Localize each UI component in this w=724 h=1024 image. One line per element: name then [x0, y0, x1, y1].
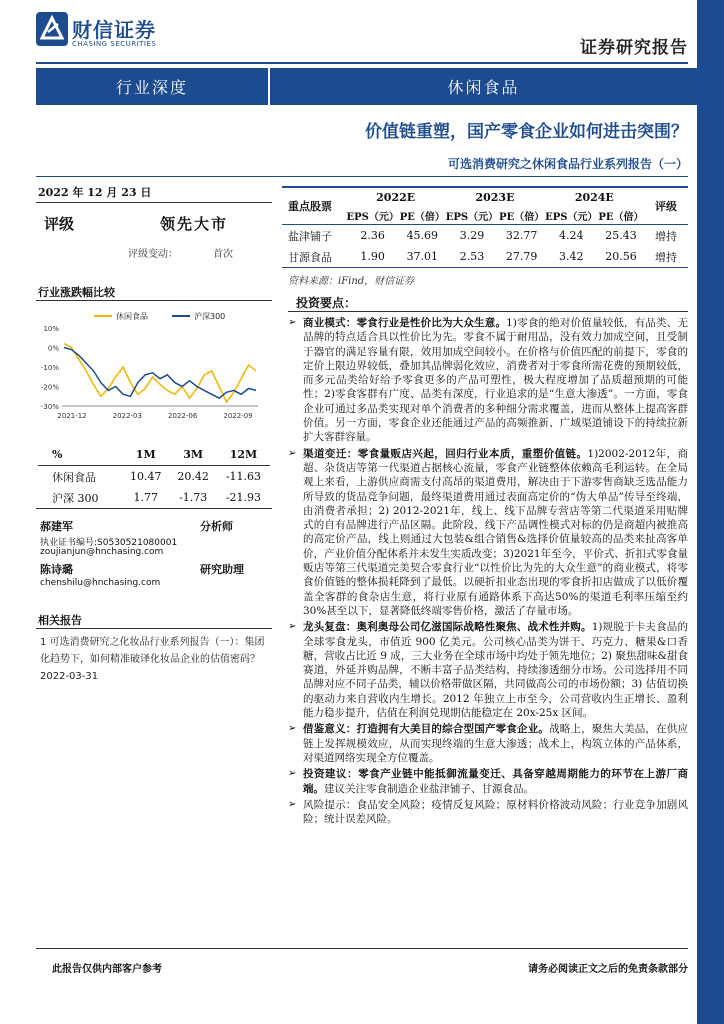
estimates-source: 资料来源：iFind，财信证券 [288, 276, 415, 287]
related-rule [36, 628, 272, 629]
analyst-1-cert: 执业证书编号:S0530521080001 [40, 538, 178, 548]
report-title: 价值链重塑，国产零食企业如何进击突围？ [365, 122, 688, 142]
perf-row-12m: -11.63 [225, 470, 262, 483]
est-pe: 37.01 [406, 250, 439, 263]
est-bottom-rule [282, 267, 688, 268]
report-date: 2022 年 12 月 23 日 [38, 186, 152, 199]
highlight-reference [288, 722, 688, 765]
legend-label: 沪深300 [194, 312, 226, 321]
est-pe: 27.79 [505, 250, 538, 263]
analyst-1-email[interactable]: zoujianjun@hnchasing.com [40, 547, 164, 557]
highlight-channel-change [288, 447, 688, 619]
highlight-body: 风险提示：食品安全风险；疫情反复风险；原材料价格波动风险；行业竞争加剧风险；统计误差风险。 [303, 798, 688, 826]
highlight-body: 1)2002-2012年，商超、杂货店等第一代渠道占据核心流量，零食产业链整体依赖高毛利运转。在全局观上来看，上游供应商需支付高昂的渠道费用，解决由于下游零售商缺乏选品能力所导致的货品竞争问题，最终渠道费用通过表面高定价的“伪大单品”传导至终端，由消费者承担；2) 2012-2021年，线上、线下品牌专营店等第二代渠道采用贴牌式的自有品牌进行产品区隔。此阶段，线下产品调性模式对标的仍是商超内被推高的高定价产品，线上则通过大包装&组合销售&选择价值量较高的品类来扯高客单价，产业价值分配体系并未发生实质改变；3)2021年至今，平价式、折扣式零食量贩店等第三代渠道完美契合零食行业“以性价比为先的大众生意”的商业模式，将零食价值链的整体损耗降到了最低。以硬折扣业态出现的零食折扣店做成了以低价覆盖全客群的食杂店生意，将行业原有通路体系下高达50%的渠道毛利率压缩至约30%甚至以下，显著降低终端零售价格，激活了存量市场。 [303, 447, 688, 617]
highlight-lead: 渠道变迁：零食量贩店兴起，回归行业本质，重塑价值链。 [303, 447, 588, 460]
header-rule [36, 62, 688, 64]
analyst-2-name: 陈诗璐 [40, 563, 73, 576]
rating-value: 领先大市 [160, 215, 229, 233]
highlight-body: 战略上，聚焦大美品，在供应链上发挥规模效应，从而实现终端的生意大渗透；战术上，构筑立体的产品体系，对渠道网络实现全方位覆盖。 [303, 723, 689, 764]
est-header-eps-3: EPS（元） [545, 211, 598, 223]
legend-label: 休闲食品 [116, 312, 148, 321]
perf-row-3m: 20.42 [177, 470, 209, 483]
chart-title-rule [36, 300, 272, 301]
highlight-leader-review [288, 620, 688, 720]
analyst-2-role: 研究助理 [200, 563, 244, 576]
investment-highlights [288, 316, 688, 828]
est-eps: 3.42 [559, 250, 584, 263]
y-tick-label: -10% [40, 364, 59, 372]
related-reports-head: 相关报告 [38, 614, 82, 627]
investment-highlights-head: 投资要点： [296, 296, 357, 310]
table-row [38, 487, 270, 508]
footer-rule [36, 948, 688, 949]
perf-row-1m: 10.47 [129, 470, 162, 483]
table-row [282, 246, 688, 267]
highlight-lead: 商业模式：零食行业是性价比为大众生意。 [303, 317, 507, 329]
y-tick-label: -20% [40, 383, 59, 392]
estimates-table [282, 188, 688, 267]
perf-row-1m: 1.77 [133, 491, 158, 504]
highlight-lead: 投资建议：零食产业链中能抵御流量变迁、具备穿越周期能力的环节在上游厂商端。 [303, 768, 688, 795]
company-logo-icon [36, 12, 68, 46]
highlight-lead: 龙头复盘：奥利奥母公司亿滋国际战略性聚焦、战术性并购。 [303, 621, 592, 634]
analyst-1-role: 分析师 [200, 520, 233, 533]
company-name: 财信证券 [72, 18, 156, 42]
footer-disclaimer-left: 此报告仅供内部客户参考 [52, 964, 162, 975]
est-header-stock: 重点股票 [288, 200, 332, 213]
est-header-pe-2: PE（倍） [499, 211, 545, 223]
est-eps: 2.53 [459, 250, 485, 263]
company-en-name: CHASING SECURITIES [72, 40, 157, 48]
rating-change-label: 评级变动： [128, 249, 178, 260]
industry-name: 休闲食品 [270, 68, 697, 105]
x-tick-label: 2022-03 [112, 412, 142, 420]
perf-row-name: 休闲食品 [52, 470, 96, 484]
est-stock-name: 甘源食品 [288, 250, 332, 264]
x-tick-label: 2021-12 [57, 412, 87, 420]
perf-header-1m: 1M [122, 444, 169, 466]
highlight-investment-advice [288, 767, 688, 796]
y-tick-label: 0% [47, 344, 59, 353]
est-pe: 20.56 [605, 250, 637, 263]
report-category: 行业深度 [36, 68, 268, 105]
est-eps: 1.90 [360, 250, 385, 263]
est-eps: 2.36 [360, 229, 385, 242]
industry-performance-chart [36, 306, 272, 426]
est-header-pe-3: PE（倍） [598, 211, 644, 223]
perf-header-3m: 3M [169, 444, 216, 466]
y-tick-label: -30% [40, 403, 59, 411]
highlight-body: 1)规脱于卡夫食品的全球零食龙头，市值近 900 亿美元。公司核心品类为饼干、巧克力、糖果&口香糖，营收占比近 9 成，三大业务在全球市场中均处于领先地位；2) 聚焦甜味&甜食赛道，外延并购品牌，不断丰富子品类结构，持续渗透细分市场。公司选择用不同品牌对应不同子品类，辅以价格带做区隔，共同做高公司的市场份额；3) 估值切换的驱动力来自营收内生增长。2012 年独立上市至今，公司营收内生正增长、盈利能力稳步提升，估值在利润兑现期估能稳定在 20x-25x 区间。 [303, 621, 688, 720]
x-tick-label: 2022-09 [223, 412, 253, 420]
highlight-risk-warning [288, 798, 688, 827]
est-header-rating: 评级 [655, 200, 677, 213]
y-tick-label: 10% [43, 325, 59, 333]
table-row [282, 225, 688, 247]
analyst-1-name: 郝建军 [40, 520, 73, 533]
est-pe: 45.69 [406, 229, 439, 242]
perf-row-12m: -21.93 [225, 491, 262, 504]
page-side-strip [697, 0, 724, 1024]
est-header-pe-1: PE（倍） [399, 211, 445, 223]
est-header-year-2: 2023E [475, 190, 515, 204]
est-header-eps-1: EPS（元） [346, 211, 399, 223]
perf-header-12m: 12M [217, 444, 270, 466]
table-row [38, 466, 270, 488]
chart-title: 行业涨跌幅比较 [38, 286, 115, 299]
est-eps: 3.29 [459, 229, 485, 242]
perf-table-rule [36, 508, 272, 509]
perf-row-name: 沪深 300 [52, 491, 99, 505]
highlight-body: 1)零食的绝对价值量较低，有品类、无品牌的特点适合具以性价比为先。零食不属于耐用品，没有效力加成空间，且受制于器官的满足容量有限，效用加成空间较小。在价格与价值匹配的前提下，零食的定价上限边界较低，叠加其品牌弱化效应，消费者对于零食所需花费的预期较低，而多元品类给好给予零食更多的产品可塑性，极大程度增加了品质超预期的可能性；2)零食客群有广度、品类有深度，行业追求的是“生意大渗透”。一方面，零食企业可通过多品类实现对单个消费者的多种细分需求覆盖，进而从整体上提高客群价值。另一方面，零食企业还能通过产品的高频推新、广域渠道铺设下的持续拉新扩大客群容量。 [303, 317, 689, 444]
report-subtitle: 可选消费研究之休闲食品行业系列报告（一） [447, 157, 688, 171]
footer-disclaimer-right: 请务必阅读正文之后的免责条款部分 [528, 964, 688, 975]
title-rule [36, 176, 688, 177]
series-line-1 [64, 344, 256, 403]
series-line-2 [64, 348, 256, 399]
highlight-business-model [288, 316, 688, 445]
rating-label: 评级 [44, 215, 75, 233]
est-header-year-3: 2024E [574, 190, 614, 204]
est-pe: 25.43 [605, 229, 637, 242]
invest-rule [288, 311, 688, 312]
est-eps: 4.24 [559, 229, 584, 242]
est-header-year-1: 2022E [376, 190, 416, 204]
highlight-lead: 借鉴意义：打造拥有大美目的综合型国产零食企业。 [303, 723, 550, 736]
perf-header-period: % [38, 444, 122, 466]
rating-change-value: 首次 [213, 249, 233, 260]
date-rule [36, 202, 272, 203]
est-stock-name: 盐津铺子 [288, 229, 332, 243]
report-type: 证券研究报告 [580, 38, 688, 58]
est-rating: 增持 [655, 229, 677, 243]
est-rating: 增持 [655, 250, 677, 264]
est-header-eps-2: EPS（元） [445, 211, 499, 223]
related-report-item[interactable]: 1 可选消费研究之化妆品行业系列报告（一）：集团化趋势下，如何精准破译化妆品企业的估值密码？2022-03-31 [40, 637, 265, 682]
x-tick-label: 2022-06 [168, 412, 198, 420]
est-pe: 32.77 [505, 229, 538, 242]
performance-table [38, 444, 270, 508]
perf-row-3m: -1.73 [179, 491, 208, 504]
highlight-body: 建议关注零食制造企业盐津铺子、甘源食品。 [324, 782, 534, 795]
analyst-2-email[interactable]: chenshilu@hnchasing.com [40, 578, 161, 588]
